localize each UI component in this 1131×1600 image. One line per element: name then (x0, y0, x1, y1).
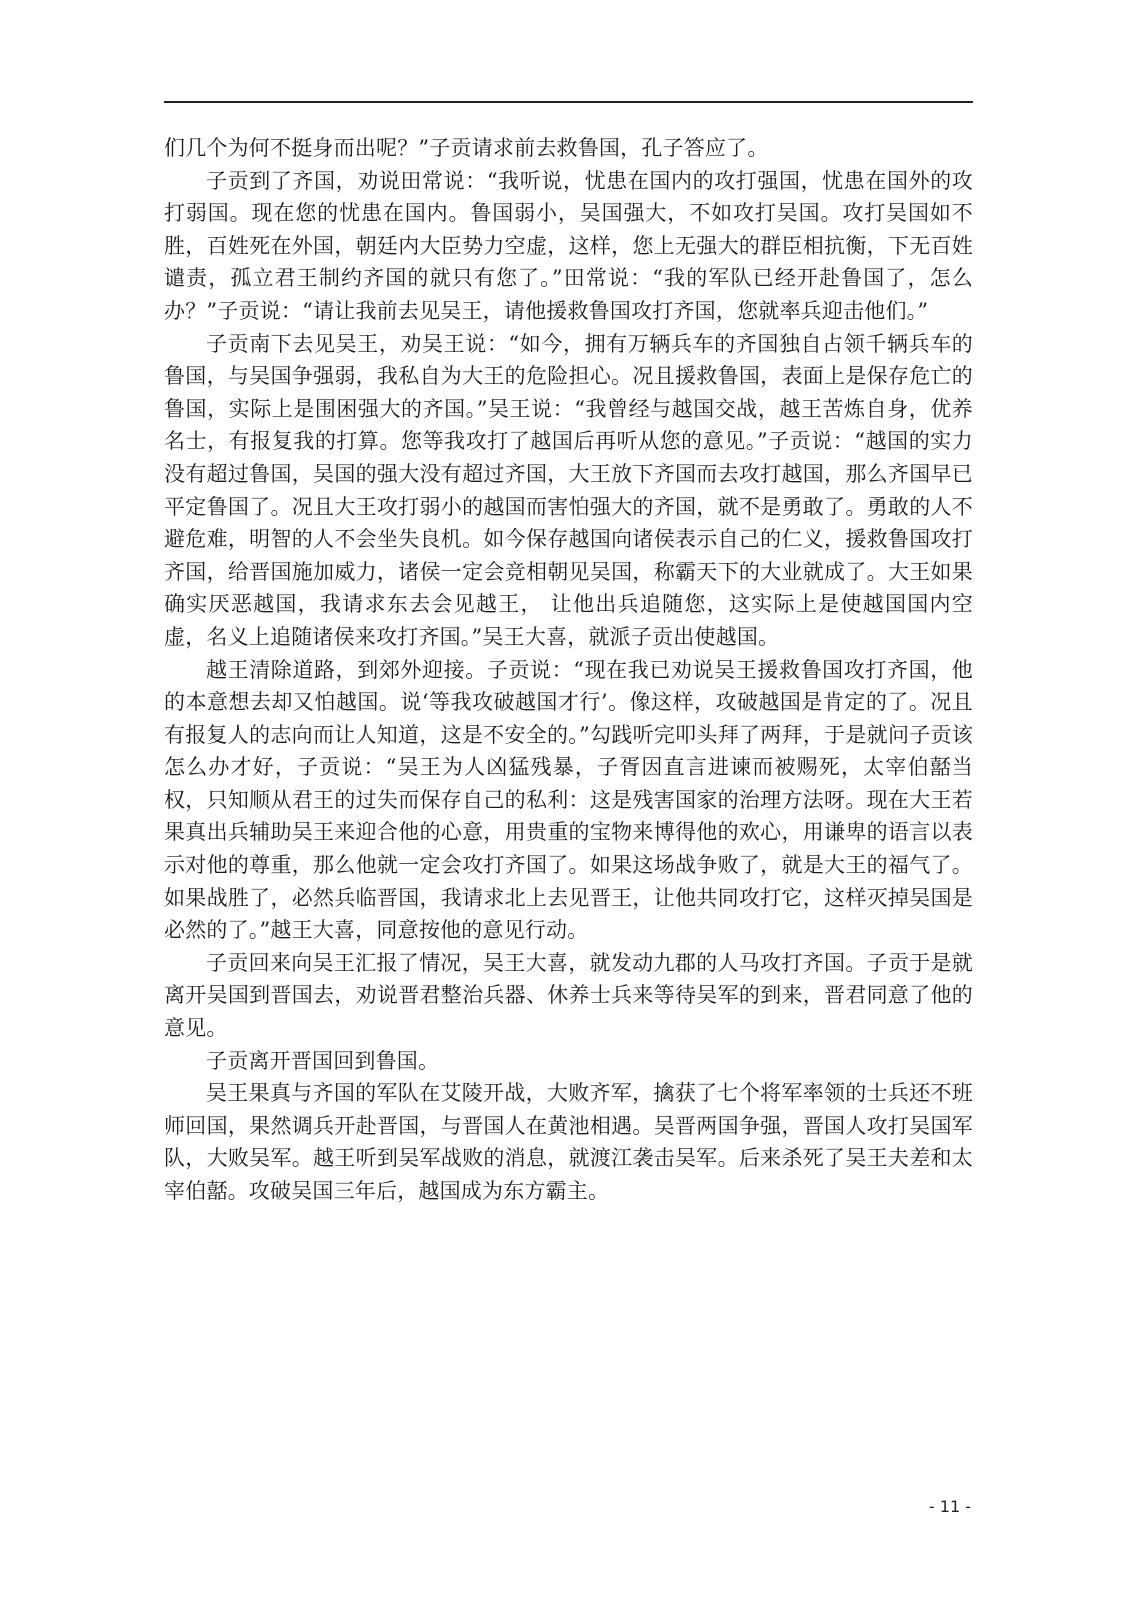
paragraph-5: 子贡回来向吴王汇报了情况，吴王大喜，就发动九郡的人马攻打齐国。子贡于是就离开吴国到晋国去，劝说晋君整治兵器、休养士兵来等待吴军的到来，晋君同意了他的意见。 (164, 950, 973, 1041)
paragraph-1: 们几个为何不挺身而出呢？”子贡请求前去救鲁国，孔子答应了。 (164, 136, 769, 160)
paragraph-4: 越王清除道路，到郊外迎接。子贡说：“现在我已劝说吴王援救鲁国攻打齐国，他的本意想去却又怕越国。说‘等我攻破越国才行’。像这样，攻破越国是肯定的了。况且有报复人的志向而让人知道，这是不安全的。”勾践听完叩头拜了两拜，于是就问子贡该怎么办才好，子贡说：“吴王为人凶猛残暴，子胥因直言进谏而被赐死，太宰伯嚭当权，只知顺从君王的过失而保存自己的私利：这是残害国家的治理方法呀。现在大王若果真出兵辅助吴王来迎合他的心意，用贵重的宝物来博得他的欢心，用谦卑的语言以表示对他的尊重，那么他就一定会攻打齐国了。如果这场战争败了，就是大王的福气了。如果战胜了，必然兵临晋国，我请求北上去见晋王，让他共同攻打它，这样灭掉吴国是必然的了。”越王大喜，同意按他的意见行动。 (164, 657, 973, 943)
paragraph-6: 子贡离开晋国回到鲁国。 (206, 1048, 440, 1073)
page-number: - 11 - (928, 1497, 971, 1516)
paragraph-3: 子贡南下去见吴王，劝吴王说：“如今，拥有万辆兵车的齐国独自占领千辆兵车的鲁国，与吴国争强弱，我私自为大王的危险担心。况且援救鲁国，表面上是保存危亡的鲁国，实际上是围困强大的齐国。”吴王说：“我曾经与越国交战，越王苦炼自身，优养名士，有报复我的打算。您等我攻打了越国后再听从您的意见。”子贡说：“越国的实力没有超过鲁国，吴国的强大没有超过齐国，大王放下齐国而去攻打越国，那么齐国早已平定鲁国了。况且大王攻打弱小的越国而害怕强大的齐国，就不是勇敢了。勇敢的人不避危难，明智的人不会坐失良机。如今保存越国向诸侯表示自己的仁义，援救鲁国攻打齐国，给晋国施加威力，诸侯一定会竞相朝见吴国，称霸天下的大业就成了。大王如果确实厌恶越国，我请求东去会见越王， 让他出兵追随您，这实际上是使越国国内空虚，名义上追随诸侯来攻打齐国。”吴王大喜，就派子贡出使越国。 (164, 331, 973, 649)
header-rule (164, 101, 973, 103)
page-body (164, 132, 973, 1208)
paragraph-7: 吴王果真与齐国的军队在艾陵开战，大败齐军，擒获了七个将军率领的士兵还不班师回国，果然调兵开赴晋国，与晋国人在黄池相遇。吴晋两国争强，晋国人攻打吴国军队，大败吴军。越王听到吴军战败的消息，就渡江袭击吴军。后来杀死了吴王夫差和太宰伯嚭。攻破吴国三年后，越国成为东方霸主。 (164, 1081, 973, 1203)
paragraph-2: 子贡到了齐国，劝说田常说：“我听说，忧患在国内的攻打强国，忧患在国外的攻打弱国。现在您的忧患在国内。鲁国弱小，吴国强大，不如攻打吴国。攻打吴国如不胜，百姓死在外国，朝廷内大臣势力空虚，这样，您上无强大的群臣相抗衡，下无百姓谴责，孤立君王制约齐国的就只有您了。”田常说：“我的军队已经开赴鲁国了，怎么办？”子贡说：“请让我前去见吴王，请他援救鲁国攻打齐国，您就率兵迎击他们。” (164, 168, 973, 323)
